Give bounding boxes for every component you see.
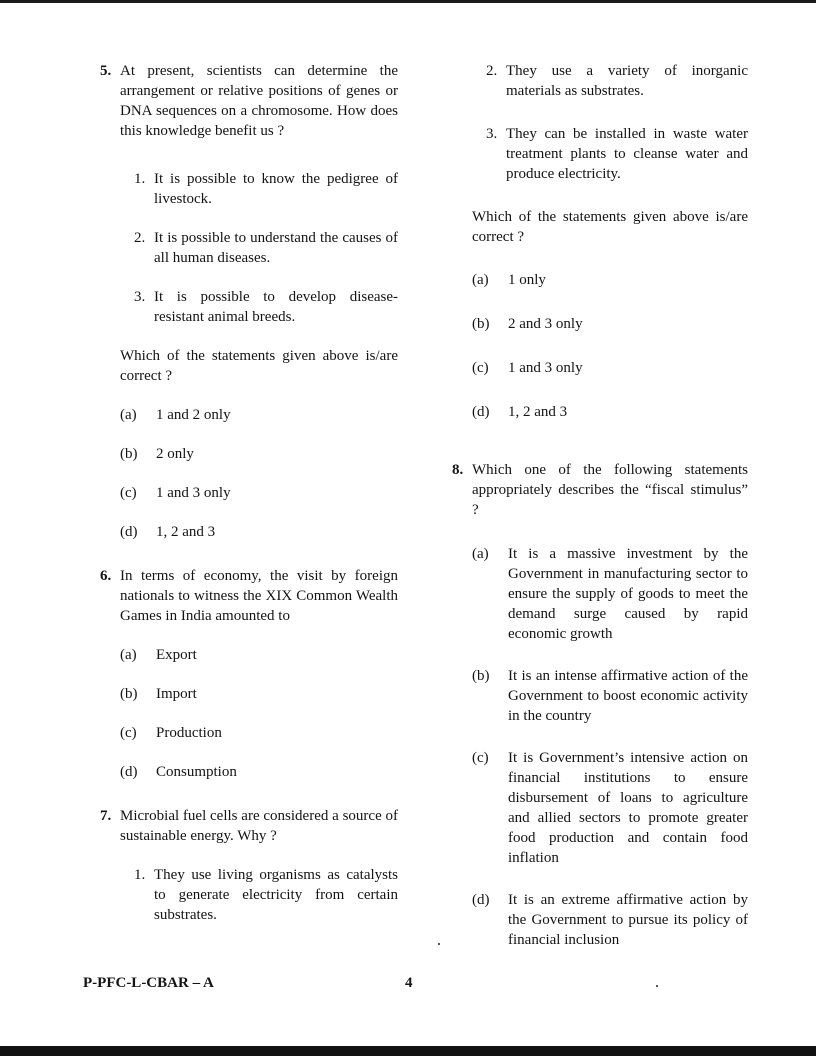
option-c <box>120 723 398 743</box>
scan-speck <box>656 985 658 987</box>
option-d <box>120 762 398 782</box>
page-number: 4 <box>405 975 413 991</box>
option-text: 1 and 3 only <box>508 360 583 376</box>
statement <box>120 865 398 925</box>
option-text: It is a massive investment by the Government in manufacturing sector to ensure the supply of goods to meet the demand surge caused by rapid economic growth <box>508 546 748 642</box>
option-text: It is an extreme affirmative action by the Government to pursue its policy of financial inclusion <box>508 892 748 948</box>
option-c <box>120 483 398 503</box>
option-label: (b) <box>472 316 490 332</box>
option-text: Production <box>156 725 222 741</box>
question-number: 5. <box>100 63 112 79</box>
option-label: (d) <box>472 404 490 420</box>
question-text: At present, scientists can determine the arrangement or relative positions of genes or DNA sequences on a chromosome. How does this knowledge benefit us ? <box>120 63 398 139</box>
statement-text: It is possible to know the pedigree of livestock. <box>154 171 398 207</box>
question-number: 7. <box>100 808 112 824</box>
option-label: (d) <box>120 524 138 540</box>
statement-text: They use a variety of inorganic materials as substrates. <box>506 63 748 99</box>
option-label: (c) <box>120 725 137 741</box>
question-number: 6. <box>100 568 112 584</box>
right-column <box>452 61 748 950</box>
option-a <box>120 405 398 425</box>
question-6 <box>100 566 398 782</box>
option-label: (a) <box>472 272 489 288</box>
option-text: It is Government’s intensive action on financial institutions to ensure disbursement of loans to agriculture and allied sectors to promote greater food production and contain food inflation <box>508 750 748 866</box>
option-text: Consumption <box>156 764 237 780</box>
option-c <box>472 748 748 868</box>
statement-text: It is possible to develop disease-resistant animal breeds. <box>154 289 398 325</box>
option-b <box>472 666 748 726</box>
question-text: Which one of the following statements appropriately describes the “fiscal stimulus” ? <box>472 462 748 518</box>
option-text: Export <box>156 647 197 663</box>
option-d <box>472 890 748 950</box>
option-label: (a) <box>120 407 137 423</box>
option-d <box>120 522 398 542</box>
top-rule <box>0 0 816 3</box>
option-d <box>472 402 748 422</box>
option-label: (c) <box>120 485 137 501</box>
statement-number: 1. <box>134 171 146 187</box>
option-b <box>120 444 398 464</box>
footer-booklet-code: P-PFC-L-CBAR – A <box>83 975 214 991</box>
question-prompt: Which of the statements given above is/are correct ? <box>472 209 748 245</box>
statement-number: 2. <box>486 63 498 79</box>
question-8 <box>452 460 748 950</box>
statement <box>472 124 748 184</box>
statement <box>120 287 398 327</box>
option-text: 1, 2 and 3 <box>508 404 568 420</box>
option-text: Import <box>156 686 197 702</box>
statement-text: They use living organisms as catalysts to generate electricity from certain substrates. <box>154 867 398 923</box>
option-text: 2 only <box>156 446 194 462</box>
option-text: It is an intense affirmative action of the Government to boost economic activity in the country <box>508 668 748 724</box>
statement <box>120 228 398 268</box>
option-c <box>472 358 748 378</box>
statement-number: 3. <box>134 289 146 305</box>
statement-text: They can be installed in waste water treatment plants to cleanse water and produce electricity. <box>506 126 748 182</box>
option-text: 1, 2 and 3 <box>156 524 216 540</box>
option-text: 1 and 3 only <box>156 485 231 501</box>
bottom-rule <box>0 1046 816 1056</box>
option-label: (d) <box>472 892 490 908</box>
question-text: In terms of economy, the visit by foreign nationals to witness the XIX Common Wealth Games in India amounted to <box>120 568 398 624</box>
statement-number: 1. <box>134 867 146 883</box>
option-a <box>472 544 748 644</box>
option-text: 2 and 3 only <box>508 316 583 332</box>
option-label: (b) <box>472 668 490 684</box>
option-label: (d) <box>120 764 138 780</box>
question-number: 8. <box>452 462 464 478</box>
left-column <box>100 61 398 925</box>
statement-number: 2. <box>134 230 146 246</box>
question-5 <box>100 61 398 542</box>
option-label: (b) <box>120 446 138 462</box>
statement <box>120 169 398 209</box>
option-label: (a) <box>120 647 137 663</box>
question-prompt: Which of the statements given above is/are correct ? <box>120 348 398 384</box>
scan-speck <box>438 943 440 945</box>
option-text: 1 only <box>508 272 546 288</box>
option-label: (c) <box>472 360 489 376</box>
option-text: 1 and 2 only <box>156 407 231 423</box>
option-b <box>472 314 748 334</box>
option-a <box>120 645 398 665</box>
option-label: (b) <box>120 686 138 702</box>
option-label: (c) <box>472 750 489 766</box>
question-text: Microbial fuel cells are considered a source of sustainable energy. Why ? <box>120 808 398 844</box>
question-7 <box>100 806 398 925</box>
question-7-continued <box>452 61 748 422</box>
option-b <box>120 684 398 704</box>
statement-number: 3. <box>486 126 498 142</box>
statement <box>472 61 748 101</box>
option-a <box>472 270 748 290</box>
option-label: (a) <box>472 546 489 562</box>
statement-text: It is possible to understand the causes of all human diseases. <box>154 230 398 266</box>
